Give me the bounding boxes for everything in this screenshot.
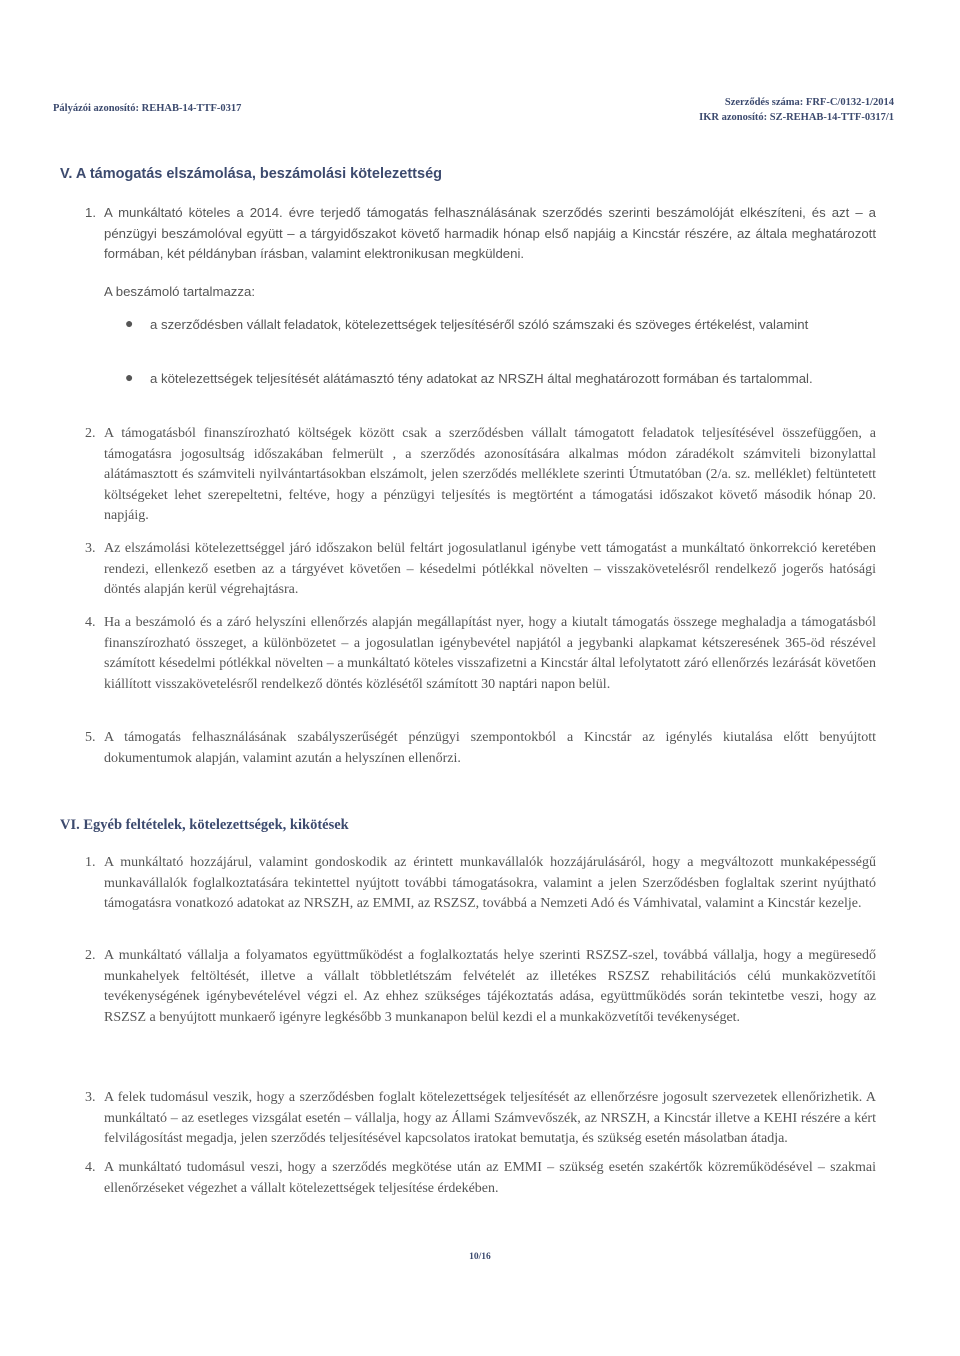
ikr-id: IKR azonosító: SZ-REHAB-14-TTF-0317/1 <box>699 112 894 123</box>
section-vi-item-2 <box>85 946 876 1028</box>
item-text: A munkáltató tudomásul veszi, hogy a szerződés megkötése után az EMMI – szükség esetén szakértők közreműködésével – szakmai ellenőrzéseket végezhet a vállalt kötelezettségek teljesítése érdekében. <box>104 1160 876 1196</box>
item-number: 1. <box>85 205 96 220</box>
bullet-item <box>125 315 876 336</box>
section-v-title: V. A támogatás elszámolása, beszámolási kötelezettség <box>60 166 442 182</box>
section-v-item-3 <box>85 539 876 601</box>
item-text: A felek tudomásul veszik, hogy a szerződésben foglalt kötelezettségek teljesítését az ellenőrzésre jogosult szervezetek ellenőrizhetik. A munkáltató – az esetleges vizsgálat esetén – vállalja, hogy az Állami Számvevőszék, az NRSZH, a Kincstár illetve a KEHI részére a kért felvilágosítást megadja, jelen szerződés teljesítésével kapcsolatos iratokat bemutatja, és szükség esetén másolatban átadja. <box>104 1090 876 1146</box>
section-v-item-2 <box>85 424 876 527</box>
item-text: A támogatás felhasználásának szabályszerűségét pénzügyi szempontokból a Kincstár az igénylés kiutalása előtt benyújtott dokumentumok alapján, valamint azután a helyszínen ellenőrzi. <box>104 730 876 766</box>
bullet-dot-icon: ● <box>125 369 134 385</box>
section-vi-item-4 <box>85 1158 876 1199</box>
bullet-text: a szerződésben vállalt feladatok, kötelezettségek teljesítéséről szóló számszaki és szöveges értékelést, valamint <box>150 317 809 332</box>
contract-ids <box>699 95 894 125</box>
page-number: 10/16 <box>469 1252 491 1262</box>
item-number: 2. <box>85 426 96 441</box>
section-vi-item-1 <box>85 853 876 915</box>
item-text: Az elszámolási kötelezettséggel járó időszakon belül feltárt jogosulatlanul igénybe vett támogatást a munkáltató önkorrekció keretében rendezi, ellenkező esetben az a tárgyévet követően – késedelmi pótlékkal növelten – visszakövetelésről rendelkező jogerős hatósági döntés alapján kerül végrehajtásra. <box>104 541 876 597</box>
item-number: 4. <box>85 615 96 630</box>
section-vi-title: VI. Egyéb feltételek, kötelezettségek, kikötések <box>60 817 349 833</box>
section-v-item-1 <box>85 203 876 265</box>
section-vi-item-3 <box>85 1088 876 1150</box>
item-number: 1. <box>85 855 96 870</box>
item-text: A munkáltató köteles a 2014. évre terjedő támogatás felhasználásának szerződés szerinti beszámolóját elkészíteni, és azt – a pénzügyi beszámolóval együtt – a tárgyidőszakot követő harmadik hónap első napjáig a Kincstár részére, az általa meghatározott formában, két példányban írásban, valamint elektronikusan megküldeni. <box>104 205 876 261</box>
item-text: A munkáltató hozzájárul, valamint gondoskodik az érintett munkavállalók hozzájárulásáról, hogy a megváltozott munkaképességű munkavállalók foglalkoztatására tekintettel nyújtott további támogatásokra, valamint a jelen Szerződésben foglaltak szerint nyújtható támogatásra vonatkozó adatokat az NRSZH, az EMMI, az RSZSZ, továbbá a Nemzeti Adó és Vámhivatal, valamint a Kincstár kezelje. <box>104 855 876 911</box>
section-v-item-5 <box>85 728 876 769</box>
section-v-item-1-sub: A beszámoló tartalmazza: <box>104 284 255 299</box>
item-number: 3. <box>85 1090 96 1105</box>
bullet-item <box>125 369 876 390</box>
item-text: A munkáltató vállalja a folyamatos együttműködést a foglalkoztatás helye szerinti RSZSZ-szel, továbbá vállalja, hogy a megüresedő munkahelyek feltöltését, illetve a vállalt többletlétszám felvételét az illetékes RSZSZ rehabilitációs célú munkaközvetítői tevékenységének igénybevételével végzi el. Az ehhez szükséges tájékoztatás adása, együttműködés során tekintetbe veszi, hogy az RSZSZ a benyújtott munkaerő igényre legkésőbb 3 munkanapon belül kezdi el a munkaközvetítői tevékenységet. <box>104 948 876 1025</box>
item-text: A támogatásból finanszírozható költségek között csak a szerződésben vállalt támogatott feladatok teljesítésével összefüggően, a támogatásra jogosultság időszakában felmerült , a szerződés azonosítására alkalmas módon záradékolt számviteli bizonylattal alátámasztott és számviteli nyilvántartásokban elszámolt, jelen szerződés melléklete szerinti Útmutatóban (2/a. sz. melléklet) feltüntetett költségeket lehet szerepeltetni, feltéve, hogy a pénzügyi teljesítés is megtörtént a támogatási időszakot követő második hónap 20. napjáig. <box>104 426 876 523</box>
section-v-item-4 <box>85 613 876 695</box>
item-number: 3. <box>85 541 96 556</box>
item-number: 4. <box>85 1160 96 1175</box>
tender-id: Pályázói azonosító: REHAB-14-TTF-0317 <box>53 103 242 114</box>
item-number: 5. <box>85 730 96 745</box>
contract-number: Szerződés száma: FRF-C/0132-1/2014 <box>724 97 894 108</box>
item-number: 2. <box>85 948 96 963</box>
bullet-text: a kötelezettségek teljesítését alátámasztó tény adatokat az NRSZH által meghatározott formában és tartalommal. <box>150 371 813 386</box>
item-text: Ha a beszámoló és a záró helyszíni ellenőrzés alapján megállapítást nyer, hogy a kiutalt támogatás összege meghaladja a támogatásból finanszírozható összeget, a különbözetet – a jogosulatlan igénybevétel napjától a jegybanki alapkamat kétszeresének 365-öd részével számított késedelmi pótlékkal növelten – a munkáltató köteles visszafizetni a Kincstár által lefolytatott záró ellenőrzés lezárását követően kiállított visszakövetelésről rendelkező döntés közlésétől számított 30 naptári napon belül. <box>104 615 876 692</box>
bullet-dot-icon: ● <box>125 315 134 331</box>
